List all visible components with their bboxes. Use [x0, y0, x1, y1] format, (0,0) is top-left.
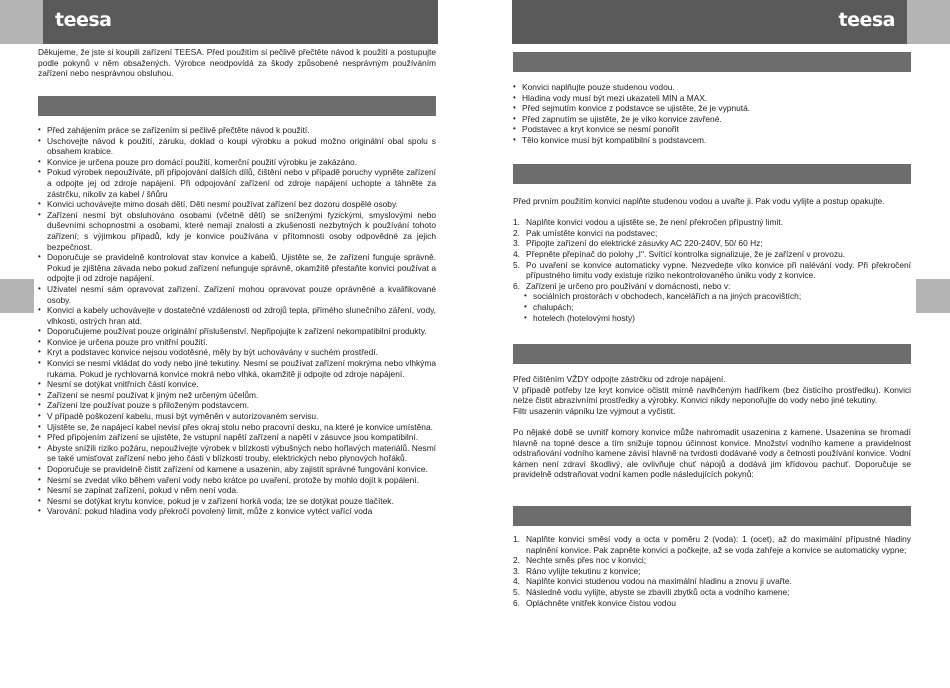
safety-item: • Konvici a kabely uchovávejte v dostatečné vzdálenosti od zdrojů tepla, přímého slunečního záření, vody, vlhkosti, ostrých hran atd.	[38, 305, 436, 326]
safety-list	[38, 125, 436, 517]
descaling-step	[513, 566, 911, 577]
safety-item: • Konvice je určena pouze pro domácí použití, komerční použití výrobku je zakázáno.	[38, 157, 436, 168]
section-bar-usage	[513, 164, 911, 184]
scale-paragraph: Po nějaké době se uvnitř komory konvice může nahromadit usazenina z kamene. Usazenina se hromadí hlavně na topné desce a tím snižuje topnou účinnost konvice. Množství vodního kamene a pravidelnost odstraňování vodního kamene závisí hlavně na tvrdosti dodávané vody a četnosti používání konvice. Vodní kámen není zdraví škodlivý, ale ovlivňuje chuť nápojů a dodává jim křídovou pachuť. Doporučuje se pravidelně odstraňovat vodní kamen podle následujících pokynů:	[513, 426, 911, 480]
usage-step	[513, 228, 911, 239]
usage-step	[513, 249, 911, 260]
teesa-logo-left: teesa	[55, 9, 112, 31]
safety-item: • Zařízení se nesmí používat k jiným než určeným účelům.	[38, 390, 436, 401]
section-bar-notes	[513, 52, 911, 72]
usage-block	[513, 196, 911, 323]
step-number: 3.	[513, 565, 520, 576]
section-bar-cleaning	[513, 344, 911, 364]
step-number: 2.	[513, 555, 520, 566]
side-tab-right	[916, 279, 950, 313]
safety-item: • Doporučuje se pravidelně čistit zařízení od kamene a usazenin, aby zajistit správné fungování konvice.	[38, 464, 436, 475]
step-text: Naplňte konvici vodou a ujistěte se, že není překročen přípustný limit.	[526, 217, 783, 228]
safety-item: • Uschovejte návod k použití, záruku, doklad o koupi výrobku a pokud možno originální obal spolu s obsahem krabice.	[38, 136, 436, 157]
cleaning-filter: Filtr usazenin vápníku lze vyjmout a vyčistit.	[513, 405, 676, 416]
header-tab-left	[0, 0, 43, 44]
safety-item: • Konvice je určena pouze pro vnitřní použití.	[38, 337, 436, 348]
section-bar-safety	[38, 96, 436, 116]
step-text: Zařízení je určeno pro používání v domácnosti, nebo v:	[526, 280, 731, 291]
note-item: • Hladina vody musí být mezi ukazateli MIN a MAX.	[513, 93, 911, 104]
first-use-text: Před prvním použitím konvici naplňte studenou vodou a uvařte ji. Pak vodu vylijte a postup opakujte.	[513, 196, 885, 206]
cleaning-block	[513, 374, 911, 480]
step-text: Nechte směs přes noc v konvici;	[526, 555, 647, 566]
step-text: Opláchněte vnitřek konvice čistou vodou	[526, 597, 676, 608]
safety-item: • Zařízení lze používat pouze s přiloženým podstavcem.	[38, 400, 436, 411]
cleaning-cover: V případě potřeby lze kryt konvice očistit mírně navlhčeným hadříkem (bez čisticího prostředku). Konvici nelze čistit abrazivními prostředky a výrobky. Konvici nikdy neponořujte do vody nebo jiné tekutiny.	[513, 384, 911, 406]
step-number: 3.	[513, 238, 520, 249]
step-number: 5.	[513, 259, 520, 270]
safety-item: • Před připojením zařízení se ujistěte, že vstupní napětí zařízení a napětí v zásuvce jsou kompatibilní.	[38, 432, 436, 443]
notes-list	[513, 82, 911, 146]
usage-sub-list	[513, 291, 911, 323]
safety-item: • Varování: pokud hladina vody překročí povolený limit, může z konvice vytéct vařící voda	[38, 506, 436, 517]
header-bar-left	[43, 0, 438, 44]
step-number: 4.	[513, 576, 520, 587]
safety-item: • Abyste snížili riziko požáru, nepoužívejte výrobek v blízkosti výbušných nebo hořlavých materiálů. Nesmí se také umisťovat zařízení nebo jeho části v blízkosti trouby, elektrických nebo plynových hořáků.	[38, 443, 436, 464]
safety-item: • Doporučuje se pravidelně kontrolovat stav konvice a kabelů. Ujistěte se, že zařízení funguje správně. Pokud je zjištěna závada nebo pokud zařízení nefunguje správně, okamžitě přestaňte konvici používat a odpojte ji od zdroje napájení.	[38, 252, 436, 284]
step-text: Přepněte přepínač do polohy „I". Svítící kontrolka signalizuje, že je zařízení v provozu.	[526, 248, 846, 259]
step-number: 4.	[513, 248, 520, 259]
step-text: Ráno vylijte tekutinu z konvice;	[526, 565, 641, 576]
descaling-step	[513, 555, 911, 566]
usage-step	[513, 260, 911, 281]
step-number: 6.	[513, 597, 520, 608]
safety-item: • Nesmí se dotýkat krytu konvice, pokud je v zařízení horká voda; lze se dotýkat pouze tlačítek.	[38, 496, 436, 507]
safety-item: • Uživatel nesmí sám opravovat zařízení. Zařízení mohou opravovat pouze oprávněné a kvalifikované osoby.	[38, 284, 436, 305]
descaling-block	[513, 534, 911, 608]
safety-item: • Nesmí se zvedat víko během vaření vody nebo krátce po uvaření, protože by mohlo dojít k popálení.	[38, 475, 436, 486]
side-tab-left	[0, 279, 34, 313]
safety-item: • V případě poškození kabelu, musí být vyměněn v autorizovaném servisu.	[38, 411, 436, 422]
safety-item: • Před zahájením práce se zařízením si pečlivě přečtěte návod k použití.	[38, 125, 436, 136]
descaling-step	[513, 587, 911, 598]
intro-paragraph: Děkujeme, že jste si koupili zařízení TEESA. Před použitím si pečlivě přečtěte návod k použití a postupujte podle pokynů v něm obsažených. Výrobce neodpovídá za škody způsobené nesprávným používáním zařízení nebo nesprávnou obsluhou.	[38, 47, 436, 79]
step-text: Naplňte konvici studenou vodou na maximální hladinu a znovu ji uvařte.	[526, 576, 792, 587]
safety-item: • Konvici se nesmí vkládat do vody nebo jiné tekutiny. Nesmí se používat zařízení mokrýma nebo vlhkýma rukama. Pokud je rychlovarná konvice mokrá nebo vlhká, okamžitě ji odpojte od zdroje napájení.	[38, 358, 436, 379]
safety-item: • Zařízení nesmí být obsluhováno osobami (včetně dětí) se sníženými fyzickými, smyslovými nebo duševními schopnostmi a osobami, které nemají znalosti a zkušenosti nezbytných k používání tohoto zařízení; s výjimkou případů, kdy je konvice používána v přítomnosti osoby odpovědné za jejich bezpečnost.	[38, 210, 436, 252]
step-text: Pak umístěte konvici na podstavec;	[526, 227, 658, 238]
usage-sub-item: • chalupách;	[513, 302, 911, 313]
safety-item: • Nesmí se zapínat zařízení, pokud v něm není voda.	[38, 485, 436, 496]
step-text: Následně vodu vylijte, abyste se zbavili zbytků octa a vodního kamene;	[526, 586, 790, 597]
step-number: 1.	[513, 534, 520, 544]
step-number: 1.	[513, 217, 520, 228]
section-bar-descaling	[513, 506, 911, 526]
descaling-step	[513, 576, 911, 587]
safety-item: • Kryt a podstavec konvice nejsou vodotěsné, měly by být uchovávány v suchém prostředí.	[38, 347, 436, 358]
cleaning-warning: Před čištěním VŽDY odpojte zástrčku od zdroje napájení.	[513, 374, 726, 384]
usage-step	[513, 281, 911, 292]
header-tab-right	[907, 0, 950, 44]
note-item: • Před zapnutím se ujistěte, že je víko konvice zavřené.	[513, 114, 911, 125]
descaling-steps	[513, 534, 911, 608]
step-text: Připojte zařízení do elektrické zásuvky AC 220-240V, 50/ 60 Hz;	[526, 238, 763, 249]
descaling-step	[513, 598, 911, 609]
header-bar-right	[512, 0, 907, 44]
safety-item: • Konvici uchovávejte mimo dosah dětí. Děti nesmí používat zařízení bez dozoru dospělé osoby.	[38, 199, 436, 210]
usage-sub-item: • sociálních prostorách v obchodech, kancelářích a na jiných pracovištích;	[513, 291, 911, 302]
safety-item: • Pokud výrobek nepoužíváte, při připojování dalších dílů, čištění nebo v případě poruchy vypněte zařízení a odpojte jej od zdroje napájení. Při odpojování zařízení od zdroje napájení uchopte a táhněte za zástrčku, nikoliv za kabel / šňůru	[38, 167, 436, 199]
note-item: • Před sejmutím konvice z podstavce se ujistěte, že je vypnutá.	[513, 103, 911, 114]
safety-item: • Ujistěte se, že napájecí kabel nevisí přes okraj stolu nebo pracovní desku, na které je konvice umístěna.	[38, 422, 436, 433]
usage-sub-item: • hotelech (hotelovými hosty)	[513, 313, 911, 324]
safety-item: • Doporučujeme používat pouze originální příslušenství. Nepřipojujte k zařízení nekompatibilní produkty.	[38, 326, 436, 337]
step-number: 2.	[513, 227, 520, 238]
note-item: • Podstavec a kryt konvice se nesmí ponořit	[513, 124, 911, 135]
usage-step	[513, 217, 911, 228]
notes-block	[513, 82, 911, 146]
teesa-logo-right: teesa	[838, 9, 895, 31]
step-number: 5.	[513, 586, 520, 597]
note-item: • Tělo konvice musí být kompatibilní s podstavcem.	[513, 135, 911, 146]
step-text: Po uvaření se konvice automaticky vypne. Nezvedejte víko konvice při nalévání vody. Při překročení přípustného limitu vody existuje riziko nekontrolovaného úniku vody z konvice.	[526, 259, 911, 281]
step-text: Naplňte konvici směsí vody a octa v poměru 2 (voda): 1 (ocet), až do maximální přípustné hladiny naplnění konvice. Pak zapněte konvici a počkejte, až se voda zahřeje a konvice se automaticky vypne;	[526, 534, 911, 555]
note-item: • Konvici naplňujte pouze studenou vodou.	[513, 82, 911, 93]
descaling-step	[513, 534, 911, 555]
safety-item: • Nesmí se dotýkat vnitřních částí konvice.	[38, 379, 436, 390]
step-number: 6.	[513, 280, 520, 291]
safety-list-block	[38, 125, 436, 517]
usage-steps	[513, 217, 911, 291]
usage-step	[513, 238, 911, 249]
